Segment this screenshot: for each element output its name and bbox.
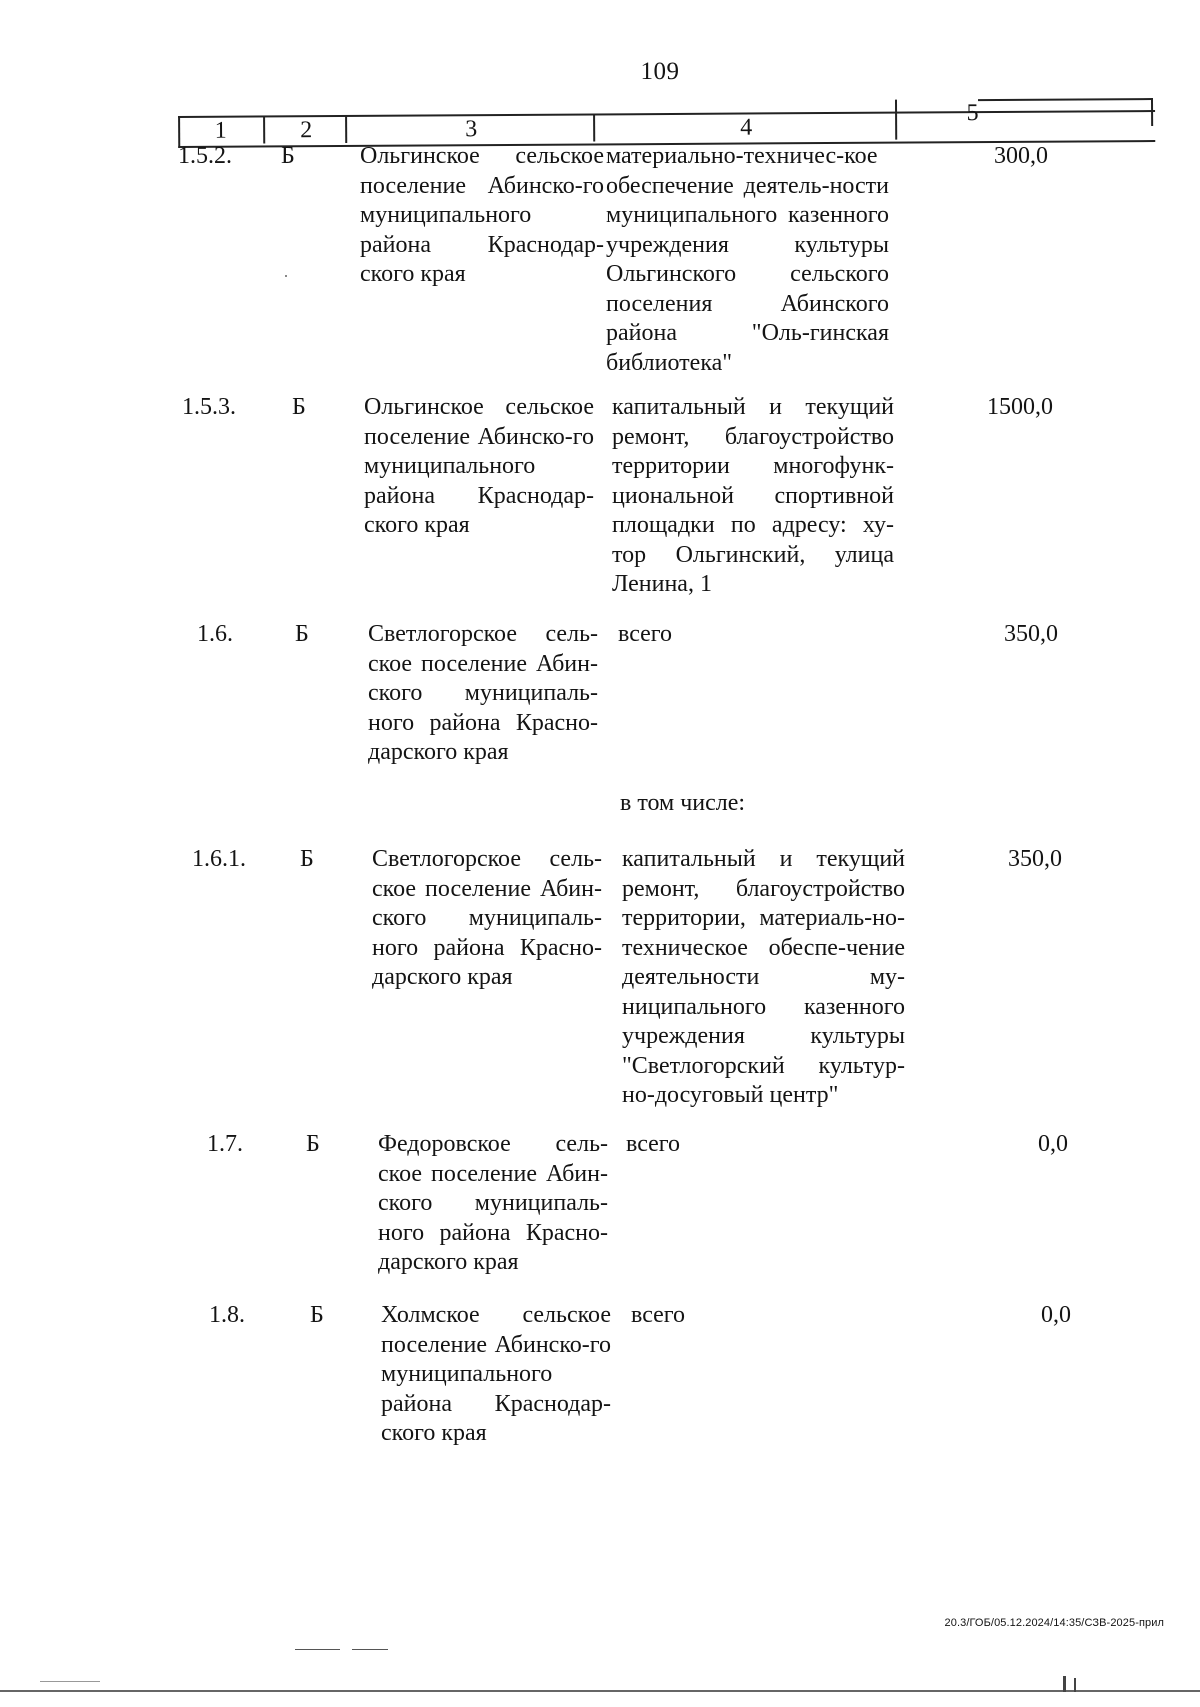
scan-artifact-line	[40, 1681, 100, 1682]
header-col-2: 2	[263, 115, 347, 144]
row-settlement: Светлогорское сель-ское поселение Абин-ского муниципаль-ного района Красно-дарского края	[368, 621, 598, 765]
row-amount: 350,0	[1008, 846, 1062, 872]
row-code: Б	[281, 143, 295, 169]
subtotal-label: в том числе:	[620, 790, 746, 816]
row-amount: 1500,0	[987, 394, 1053, 420]
row-amount: 0,0	[1041, 1302, 1071, 1328]
header-col-3: 3	[345, 113, 595, 143]
row-number: 1.8.	[209, 1302, 245, 1328]
row-number: 1.5.2.	[178, 143, 232, 169]
row-code: Б	[300, 846, 314, 872]
row-purpose: капитальный и текущий ремонт, благоустройство территории многофунк-циональной спортивной площадки по адресу: ху-тор Ольгинский, улица Ленина, 1	[612, 394, 894, 597]
scan-artifact-mark	[1074, 1678, 1076, 1692]
row-purpose: всего	[631, 1302, 686, 1328]
row-number: 1.6.	[197, 621, 233, 647]
row-code: Б	[292, 394, 306, 420]
row-number: 1.6.1.	[192, 846, 246, 872]
row-code: Б	[295, 621, 309, 647]
row-amount: 0,0	[1038, 1131, 1068, 1157]
row-purpose: всего	[618, 621, 673, 647]
row-number: 1.5.3.	[182, 394, 236, 420]
row-code: Б	[310, 1302, 324, 1328]
row-settlement: Федоровское сель-ское поселение Абин-ского муниципаль-ного района Красно-дарского края	[378, 1131, 608, 1275]
row-settlement: Светлогорское сель-ское поселение Абин-ского муниципаль-ного района Красно-дарского края	[372, 846, 602, 990]
header-col-5: 5	[895, 99, 1048, 140]
scan-artifact-line	[352, 1649, 388, 1650]
row-purpose: материально-техничес-кое обеспечение деятель-ности муниципального казенного учреждения культуры Ольгинского сельского поселения Абинского района "Оль-гинская библиотека"	[606, 143, 889, 376]
row-code: Б	[306, 1131, 320, 1157]
row-amount: 350,0	[1004, 621, 1058, 647]
header-right-edge	[1151, 98, 1153, 126]
scan-artifact-mark	[1063, 1676, 1066, 1692]
row-amount: 300,0	[994, 143, 1048, 169]
page-number: 109	[640, 58, 680, 85]
document-footer-code: 20.3/ГОБ/05.12.2024/14:35/СЗВ-2025-прил	[944, 1617, 1164, 1629]
header-col-4: 4	[593, 112, 897, 142]
header-col-1: 1	[214, 117, 227, 144]
scan-artifact-dot	[285, 275, 287, 277]
scan-artifact-line	[295, 1649, 340, 1650]
row-settlement: Холмское сельское поселение Абинско-го муниципального района Краснодар-ского края	[381, 1302, 611, 1446]
row-settlement: Ольгинское сельское поселение Абинско-го муниципального района Краснодар-ского края	[360, 143, 604, 287]
table-header	[178, 98, 1153, 146]
row-purpose: всего	[626, 1131, 681, 1157]
row-purpose: капитальный и текущий ремонт, благоустройство территории, материаль-но-техническое обеспе-чение деятельности му-ниципального казенного учреждения культуры "Светлогорский культур-но-досуговый центр"	[622, 846, 905, 1108]
scan-bottom-edge	[0, 1690, 1200, 1692]
row-number: 1.7.	[207, 1131, 243, 1157]
row-settlement: Ольгинское сельское поселение Абинско-го муниципального района Краснодар-ского края	[364, 394, 594, 538]
